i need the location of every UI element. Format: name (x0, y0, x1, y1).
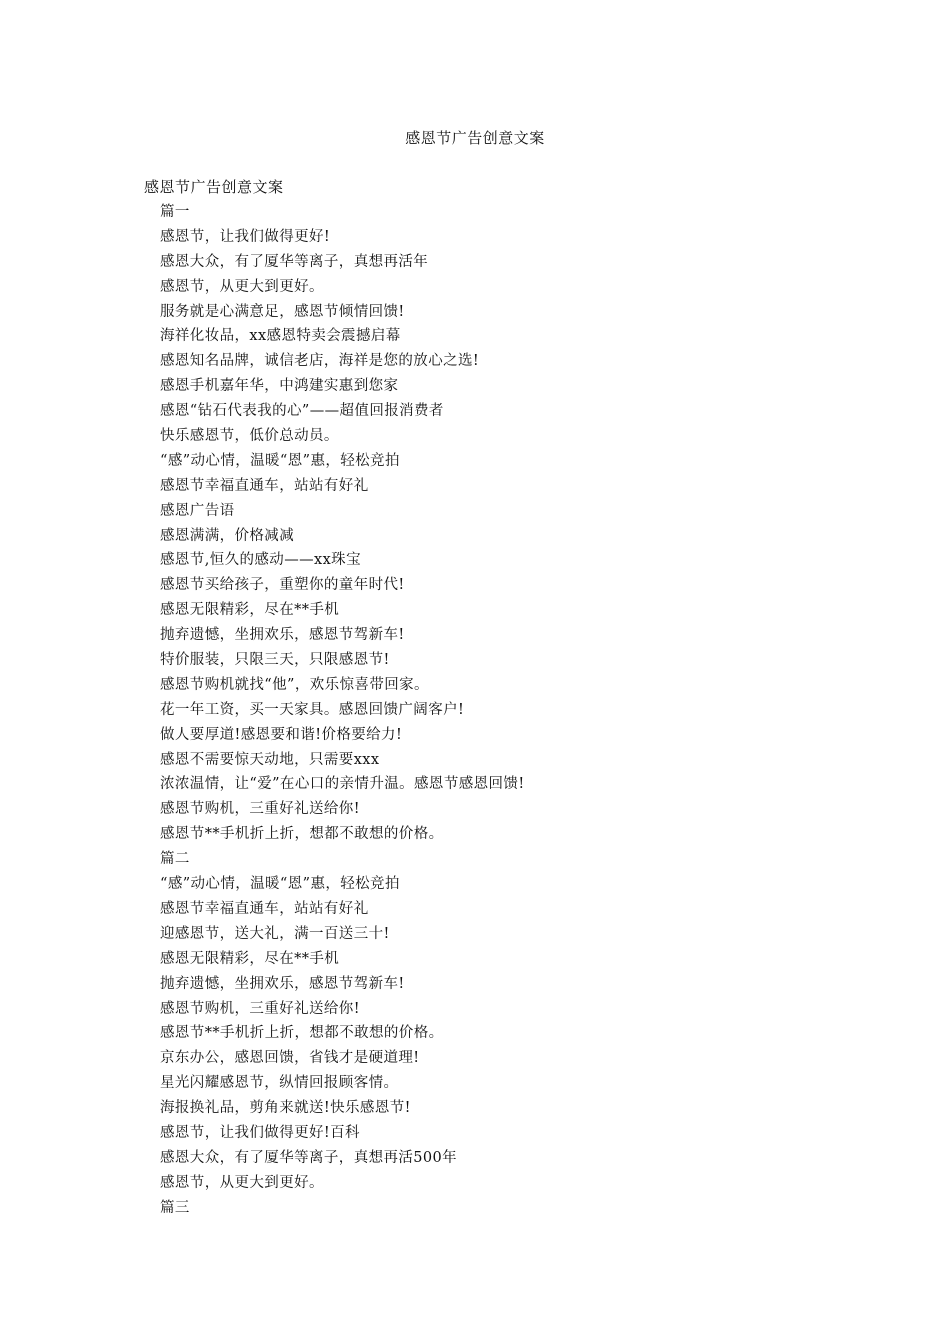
text-line: 感恩节，让我们做得更好! (160, 228, 331, 245)
text-line: 迎感恩节，送大礼，满一百送三十! (160, 925, 390, 942)
text-line: 感恩节购机，三重好礼送给你! (160, 1000, 360, 1017)
text-line: 感恩节**手机折上折，想都不敢想的价格。 (160, 826, 444, 843)
text-line: 感恩不需要惊天动地，只需要xxx (160, 751, 380, 768)
text-line: 感恩节幸福直通车，站站有好礼 (160, 900, 369, 917)
text-line: 海祥化妆品，xx感恩特卖会震撼启幕 (160, 328, 401, 345)
text-line: 感恩大众，有了厦华等离子，真想再活500年 (160, 1149, 458, 1166)
text-line: 京东办公，感恩回馈，省钱才是硬道理! (160, 1050, 420, 1067)
text-line: 感恩节,恒久的感动——xx珠宝 (160, 552, 361, 569)
text-line: 做人要厚道!感恩要和谐!价格要给力! (160, 726, 403, 743)
text-line: 感恩节幸福直通车，站站有好礼 (160, 477, 369, 494)
text-line: 感恩知名品牌，诚信老店，海祥是您的放心之选! (160, 353, 480, 370)
text-line: 花一年工资，买一天家具。感恩回馈广阔客户! (160, 701, 465, 718)
text-line: 星光闪耀感恩节，纵情回报顾客情。 (160, 1075, 399, 1092)
text-line: 感恩无限精彩，尽在**手机 (160, 602, 340, 619)
document-title: 感恩节广告创意文案 (405, 129, 545, 147)
text-line: 感恩无限精彩，尽在**手机 (160, 950, 340, 967)
text-line: 篇三 (160, 1199, 190, 1216)
text-line: 感恩节，从更大到更好。 (160, 1174, 324, 1191)
text-line: 感恩节**手机折上折，想都不敢想的价格。 (160, 1025, 444, 1042)
text-line: 篇一 (160, 204, 190, 220)
text-line: 篇二 (160, 851, 190, 868)
text-line: 感恩满满，价格减减 (160, 527, 295, 544)
text-lines (160, 202, 525, 1223)
text-line: 抛弃遗憾，坐拥欢乐，感恩节驾新车! (160, 627, 405, 644)
text-line: 特价服装，只限三天，只限感恩节! (160, 652, 390, 669)
text-line: 海报换礼品，剪角来就送!快乐感恩节! (160, 1100, 411, 1117)
text-line: 感恩节购机，三重好礼送给你! (160, 801, 360, 818)
text-line: 快乐感恩节，低价总动员。 (160, 428, 339, 445)
text-line: 浓浓温情，让“爱”在心口的亲情升温。感恩节感恩回馈! (160, 776, 525, 793)
text-line: 感恩“钻石代表我的心”——超值回报消费者 (160, 403, 444, 420)
text-line: 服务就是心满意足，感恩节倾情回馈! (160, 303, 405, 320)
text-line: 感恩节买给孩子，重塑你的童年时代! (160, 577, 405, 594)
text-line: 感恩广告语 (160, 502, 235, 519)
text-line: 感恩手机嘉年华，中鸿建实惠到您家 (160, 378, 399, 395)
text-line: 感恩节购机就找“他”，欢乐惊喜带回家。 (160, 676, 429, 693)
text-line: “感”动心情，温暖“恩”惠，轻松竞拍 (160, 452, 400, 469)
text-line: 感恩大众，有了厦华等离子，真想再活年 (160, 253, 429, 270)
text-line: 感恩节，让我们做得更好!百科 (160, 1124, 360, 1141)
document-heading: 感恩节广告创意文案 (144, 178, 284, 196)
text-line: “感”动心情，温暖“恩”惠，轻松竞拍 (160, 876, 400, 893)
text-line: 感恩节，从更大到更好。 (160, 278, 324, 295)
text-line: 抛弃遗憾，坐拥欢乐，感恩节驾新车! (160, 975, 405, 992)
